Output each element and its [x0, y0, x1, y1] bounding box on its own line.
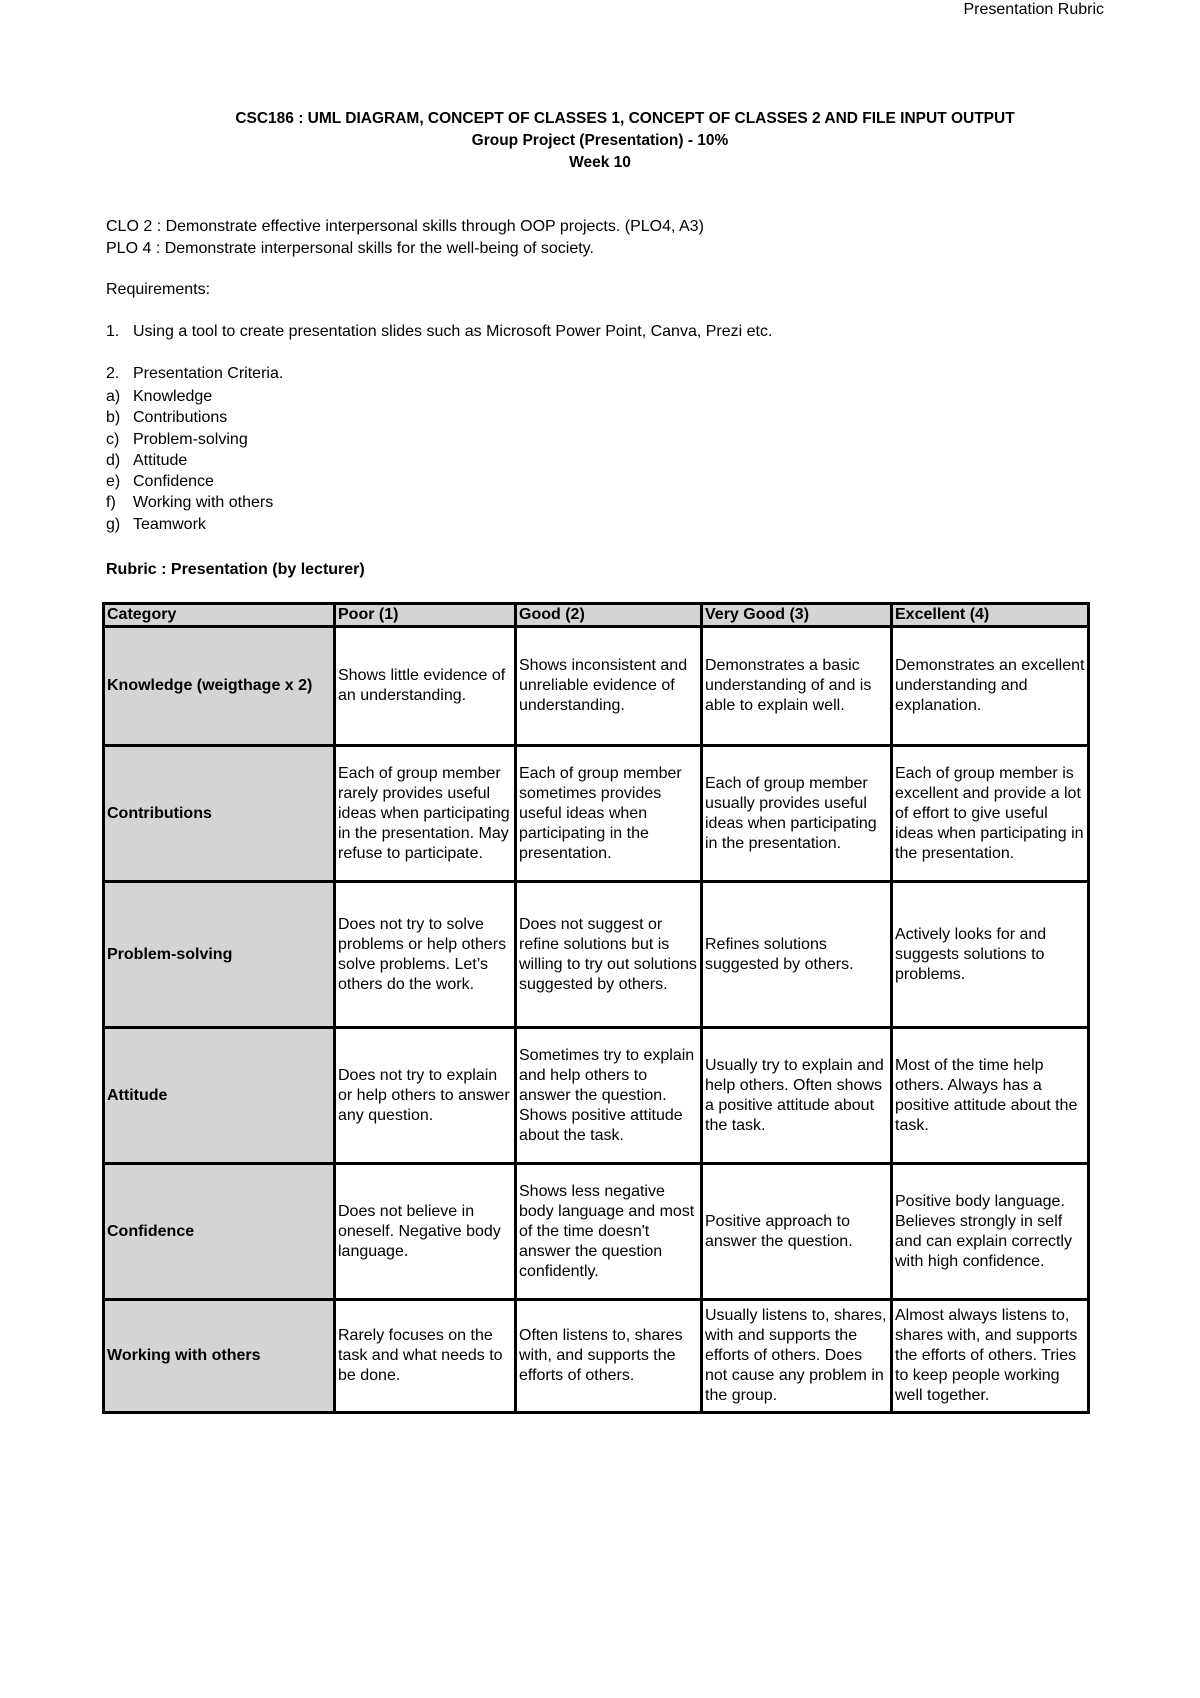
excellent-cell: Demonstrates an excellent understanding and explanation. — [892, 627, 1089, 746]
rubric-table — [102, 602, 1090, 1414]
criteria-text: Contributions — [133, 409, 228, 427]
requirement-text: Presentation Criteria. — [133, 365, 284, 382]
category-cell: Problem-solving — [104, 882, 335, 1028]
rubric-header-row — [104, 604, 1089, 627]
good-cell: Often listens to, shares with, and supports the efforts of others. — [516, 1300, 702, 1413]
good-cell: Does not suggest or refine solutions but is willing to try out solutions suggested by others. — [516, 882, 702, 1028]
category-cell: Working with others — [104, 1300, 335, 1413]
excellent-cell: Positive body language. Believes strongly in self and can explain correctly with high confidence. — [892, 1164, 1089, 1300]
criteria-text: Knowledge — [133, 388, 213, 405]
learning-outcomes — [106, 216, 704, 260]
column-header-category: Category — [104, 604, 335, 627]
poor-cell: Rarely focuses on the task and what needs to be done. — [335, 1300, 516, 1413]
excellent-cell: Almost always listens to, shares with, and supports the efforts of others. Tries to keep people working well together. — [892, 1300, 1089, 1413]
very-good-cell: Positive approach to answer the question. — [702, 1164, 892, 1300]
good-cell: Shows less negative body language and most of the time doesn't answer the question confidently. — [516, 1164, 702, 1300]
good-cell: Each of group member sometimes provides useful ideas when participating in the presentation. — [516, 746, 702, 882]
criteria-letter: e) — [106, 473, 121, 491]
criteria-letter: f) — [106, 494, 116, 512]
table-row — [104, 1028, 1089, 1164]
poor-cell: Does not believe in oneself. Negative body language. — [335, 1164, 516, 1300]
table-row — [104, 746, 1089, 882]
very-good-cell: Refines solutions suggested by others. — [702, 882, 892, 1028]
good-cell: Shows inconsistent and unreliable evidence of understanding. — [516, 627, 702, 746]
column-header-poor: Poor (1) — [335, 604, 516, 627]
requirement-item-2 — [106, 365, 283, 383]
criteria-list — [106, 386, 273, 535]
requirement-item-1 — [106, 323, 772, 341]
criteria-letter: b) — [106, 409, 121, 427]
table-row — [104, 882, 1089, 1028]
document-header-label: Presentation Rubric — [963, 1, 1104, 18]
rubric-heading: Rubric : Presentation (by lecturer) — [106, 561, 365, 578]
requirement-text: Using a tool to create presentation slides such as Microsoft Power Point, Canva, Prezi etc. — [133, 323, 773, 340]
criteria-text: Problem-solving — [133, 430, 248, 448]
table-row — [104, 627, 1089, 746]
column-header-excellent: Excellent (4) — [892, 604, 1089, 627]
criteria-letter: g) — [106, 515, 121, 533]
excellent-cell: Actively looks for and suggests solutions to problems. — [892, 882, 1089, 1028]
criteria-item — [106, 450, 273, 471]
category-cell: Confidence — [104, 1164, 335, 1300]
criteria-letter: a) — [106, 388, 121, 405]
requirements-label: Requirements: — [106, 281, 211, 298]
criteria-item — [106, 471, 273, 492]
category-cell: Attitude — [104, 1028, 335, 1164]
criteria-letter: c) — [106, 430, 120, 448]
excellent-cell: Most of the time help others. Always has a positive attitude about the task. — [892, 1028, 1089, 1164]
document-title — [0, 108, 1200, 174]
good-cell: Sometimes try to explain and help others to answer the question. Shows positive attitude about the task. — [516, 1028, 702, 1164]
column-header-very-good: Very Good (3) — [702, 604, 892, 627]
requirement-number: 1. — [106, 323, 120, 340]
very-good-cell: Usually try to explain and help others. Often shows a positive attitude about the task. — [702, 1028, 892, 1164]
column-header-good: Good (2) — [516, 604, 702, 627]
criteria-text: Teamwork — [133, 515, 206, 533]
very-good-cell: Each of group member usually provides useful ideas when participating in the presentation. — [702, 746, 892, 882]
excellent-cell: Each of group member is excellent and provide a lot of effort to give useful ideas when participating in the presentation. — [892, 746, 1089, 882]
criteria-item — [106, 386, 273, 407]
poor-cell: Each of group member rarely provides useful ideas when participating in the presentation. May refuse to participate. — [335, 746, 516, 882]
criteria-item — [106, 492, 273, 513]
very-good-cell: Demonstrates a basic understanding of and is able to explain well. — [702, 627, 892, 746]
criteria-item — [106, 514, 273, 535]
criteria-letter: d) — [106, 451, 121, 469]
table-row — [104, 1300, 1089, 1413]
table-row — [104, 1164, 1089, 1300]
category-cell: Contributions — [104, 746, 335, 882]
category-cell: Knowledge (weigthage x 2) — [104, 627, 335, 746]
criteria-text: Confidence — [133, 473, 214, 491]
clo-statement: CLO 2 : Demonstrate effective interpersonal skills through OOP projects. (PLO4, A3) — [106, 218, 704, 235]
requirement-number: 2. — [106, 365, 120, 382]
poor-cell: Shows little evidence of an understanding. — [335, 627, 516, 746]
criteria-text: Working with others — [133, 494, 274, 512]
criteria-item — [106, 407, 273, 428]
project-title: Group Project (Presentation) - 10% — [471, 132, 729, 149]
poor-cell: Does not try to solve problems or help others solve problems. Let’s others do the work. — [335, 882, 516, 1028]
very-good-cell: Usually listens to, shares, with and supports the efforts of others. Does not cause any problem in the group. — [702, 1300, 892, 1413]
poor-cell: Does not try to explain or help others to answer any question. — [335, 1028, 516, 1164]
criteria-item — [106, 429, 273, 450]
plo-statement: PLO 4 : Demonstrate interpersonal skills for the well-being of society. — [106, 240, 594, 257]
week-label: Week 10 — [569, 154, 631, 171]
course-title: CSC186 : UML DIAGRAM, CONCEPT OF CLASSES 1, CONCEPT OF CLASSES 2 AND FILE INPUT OUTPUT — [235, 110, 1015, 127]
criteria-text: Attitude — [133, 451, 188, 469]
